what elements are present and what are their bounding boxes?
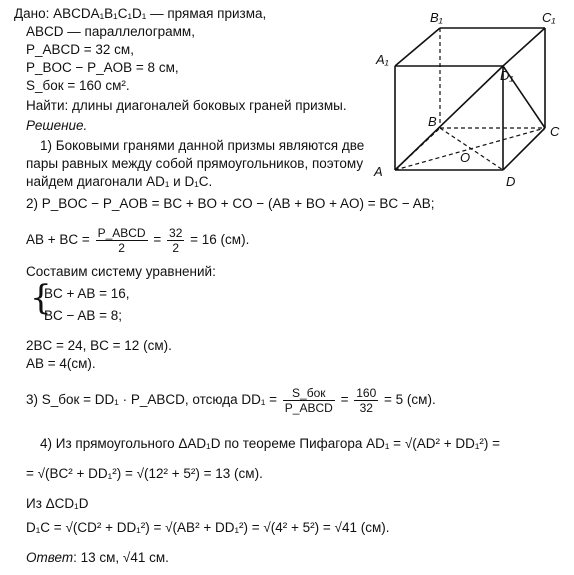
step2-lhs: AB + BC = [26,232,90,248]
answer-line [26,550,169,566]
label-B: B [428,114,437,129]
given-line-4: P_BOC − P_AOB = 8 см, [26,60,179,75]
step3-formula: 3) S_бок = DD₁ · P_ABCD, отсюда DD₁ = $\frac{\text{S\_бок}}{\text{P\_ABCD}}$ = $\frac{160}{32}$ = 5 (см). [26,386,436,415]
given-line-1: Дано: ABCDA₁B₁C₁D₁ — прямая призма, [14,6,267,21]
step4-line-4: D₁C = √(CD² + DD₁²) = √(AB² + DD₁²) = √(4² + 5²) = √41 (см). [26,520,390,535]
step2-rhs: = 16 (см). [190,232,250,248]
given-line-3: P_ABCD = 32 см, [26,42,134,57]
system-eq-1: BC + AB = 16, [44,286,130,301]
step3-frac2-num: 160 [356,386,377,400]
edge-a1b1 [395,28,440,66]
prism-figure [372,0,574,190]
step3-fraction-2 [354,386,378,415]
given-line-2: ABCD — параллелограмм, [26,24,195,39]
step2-result-2: AB = 4(см). [26,356,96,371]
step4-line-2: = √(BC² + DD₁²) = √(12² + 5²) = 13 (см). [26,466,263,481]
step3-frac1-den: P_ABCD [284,401,333,415]
system-brace: { [30,278,52,318]
label-O: O [460,150,471,165]
step1-line-2: пары равных между собой прямоугольников, поэтому [26,156,364,171]
step3-rhs: = 5 (см). [384,392,436,408]
step4-line-3: Из ΔCD₁D [26,496,89,511]
given-line-5: S_бок = 160 см². [26,78,130,93]
step4-line-1: 4) Из прямоугольного ΔAD₁D по теореме Пифагора AD₁ = √(AD² + DD₁²) = [40,436,501,451]
label-C: C [550,124,560,139]
step2-fraction-1 [96,226,148,255]
step2-frac2-num: 32 [169,226,183,240]
solution-heading: Решение. [26,118,88,133]
step3-lhs: 3) S_бок = DD₁ · P_ABCD, отсюда DD₁ = [26,392,278,408]
step1-line-1: 1) Боковыми гранями данной призмы являются две [40,138,365,153]
answer-label: Ответ [26,550,74,565]
edge-c1d1 [503,28,545,66]
step3-frac2-den: 32 [359,401,373,415]
step2-formula: AB + BC = $\frac{\text{P\_ABCD}}{2}$ = $\frac{32}{2}$ = 16 (см). [26,226,250,255]
step2-line-1: 2) P_BOC − P_AOB = BC + BO + CO − (AB + BO + AO) = BC − AB; [26,196,435,211]
diagonal-bd-hidden [440,128,503,170]
step2-frac1-den: 2 [118,241,125,255]
step2-frac1-num: P_ABCD [97,226,146,240]
label-D: D [506,174,516,189]
step3-fraction-1 [283,386,335,415]
label-A1: A₁ [376,52,389,67]
step3-frac1-num: S_бок [283,386,335,401]
label-C1: C₁ [542,10,556,25]
step2-fraction-2 [167,226,184,255]
label-D1: D₁ [500,68,514,83]
system-eq-2: BC − AB = 8; [44,308,123,323]
step2-result-1: 2BC = 24, BC = 12 (см). [26,338,172,353]
find-line: Найти: длины диагоналей боковых граней призмы. [26,98,347,113]
step2-frac2-den: 2 [172,241,180,255]
answer-text: : 13 см, √41 см. [73,550,169,565]
label-B1: B₁ [430,10,443,25]
label-A: A [374,164,383,179]
system-intro: Составим систему уравнений: [26,264,216,279]
step1-line-3: найдем диагонали AD₁ и D₁C. [26,174,213,189]
